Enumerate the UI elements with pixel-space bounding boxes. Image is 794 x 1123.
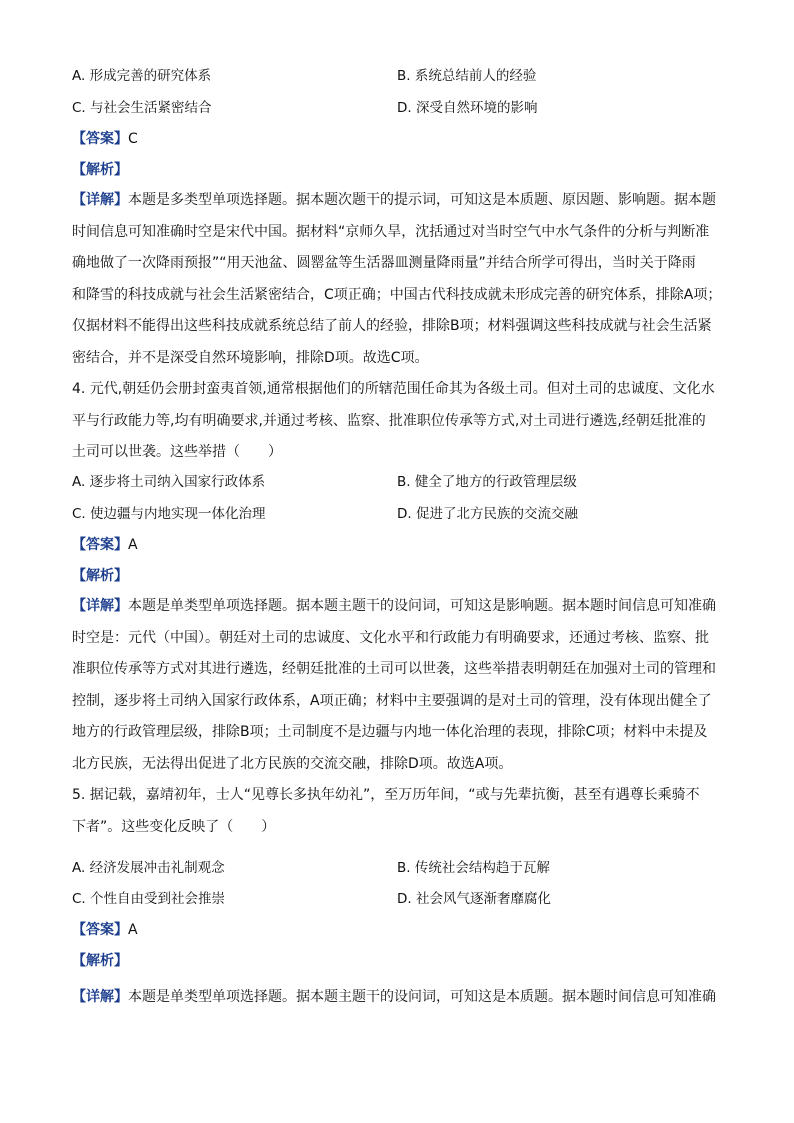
answer-label: 【答案】	[72, 537, 128, 553]
q3-option-b: B. 系统总结前人的经验	[397, 68, 537, 84]
q3-answer	[72, 129, 138, 149]
answer-value: C	[128, 131, 138, 147]
q4-stem	[72, 374, 728, 469]
detail-line: 控制，逐步将土司纳入国家行政体系，A项正确；材料中主要强调的是对土司的管理，没有体现出健全了	[72, 692, 712, 709]
stem-line: 土司可以世袭。这些举措（ ）	[72, 444, 282, 461]
detail-line: 确地做了一次降雨预报”“用天池盆、圆罂盆等生活器皿测量降雨量”并结合所学可得出，当时关于降雨	[72, 255, 696, 272]
q3-option-a: A. 形成完善的研究体系	[72, 68, 212, 84]
analysis-label: 【解析】	[72, 953, 128, 969]
analysis-label: 【解析】	[72, 162, 128, 178]
detail-line: 时间信息可知准确时空是宋代中国。据材料“京师久旱，沈括通过对当时空气中水气条件的分析与判断准	[72, 223, 710, 240]
q5-analysis-heading	[72, 951, 128, 971]
q4-option-d: D. 促进了北方民族的交流交融	[397, 506, 578, 522]
q5-option-d: D. 社会风气逐渐奢靡腐化	[397, 891, 551, 907]
q5-option-c: C. 个性自由受到社会推崇	[72, 891, 226, 907]
detail-line: 和降雪的科技成就与社会生活紧密结合，C项正确；中国古代科技成就未形成完善的研究体系，排除A项；	[72, 286, 722, 303]
answer-value: A	[128, 537, 138, 553]
q5-option-b: B. 传统社会结构趋于瓦解	[397, 860, 550, 876]
q5-stem	[72, 780, 728, 843]
q3-analysis-heading	[72, 160, 128, 180]
answer-label: 【答案】	[72, 922, 128, 938]
detail-line: 地方的行政管理层级，排除B项；土司制度不是边疆与内地一体化治理的表现，排除C项；材料中未提及	[72, 724, 708, 741]
detail-line: 密结合，并不是深受自然环境影响，排除D项。故选C项。	[72, 349, 429, 366]
q5-answer	[72, 920, 138, 940]
detail-label: 【详解】	[72, 989, 128, 1005]
detail-label: 【详解】	[72, 598, 128, 614]
q3-option-c: C. 与社会生活紧密结合	[72, 100, 212, 116]
stem-line: 下者”。这些变化反映了（ ）	[72, 818, 276, 835]
answer-value: A	[128, 922, 138, 938]
detail-line: 【详解】本题是单类型单项选择题。据本题主题干的设问词，可知这是影响题。据本题时间信息可知准确	[72, 598, 716, 614]
detail-line: 时空是：元代（中国）。朝廷对土司的忠诚度、文化水平和行政能力有明确要求，还通过考核、监察、批	[72, 629, 709, 646]
answer-label: 【答案】	[72, 131, 128, 147]
q3-option-d: D. 深受自然环境的影响	[397, 100, 538, 116]
q4-answer	[72, 535, 138, 555]
q4-option-c: C. 使边疆与内地实现一体化治理	[72, 506, 266, 522]
detail-line: 准职位传承等方式对其进行遴选，经朝廷批准的土司可以世袭，这些举措表明朝廷在加强对土司的管理和	[72, 661, 716, 678]
q4-option-a: A. 逐步将土司纳入国家行政体系	[72, 474, 266, 490]
analysis-label: 【解析】	[72, 568, 128, 584]
stem-line: 4. 元代,朝廷仍会册封蛮夷首领,通常根据他们的所辖范围任命其为各级土司。但对土司的忠诚度、文化水	[72, 381, 715, 397]
detail-line: 仅据材料不能得出这些科技成就系统总结了前人的经验，排除B项；材料强调这些科技成就与社会生活紧	[72, 318, 712, 335]
detail-line: 北方民族，无法得出促进了北方民族的交流交融，排除D项。故选A项。	[72, 755, 513, 772]
q4-analysis-heading	[72, 566, 128, 586]
q4-option-b: B. 健全了地方的行政管理层级	[397, 474, 577, 490]
q5-detail	[72, 982, 728, 1014]
detail-line: 【详解】本题是单类型单项选择题。据本题主题干的设问词，可知这是本质题。据本题时间信息可知准确	[72, 989, 716, 1005]
stem-line: 平与行政能力等,均有明确要求,并通过考核、监察、批准职位传承等方式,对土司进行遴选,经朝廷批准的	[72, 412, 706, 429]
q3-detail	[72, 185, 728, 375]
detail-label: 【详解】	[72, 192, 128, 208]
q4-detail	[72, 591, 728, 781]
detail-line: 【详解】本题是多类型单项选择题。据本题次题干的提示词，可知这是本质题、原因题、影响题。据本题	[72, 192, 716, 208]
stem-line: 5. 据记载，嘉靖初年，士人“见尊长多执年幼礼”，至万历年间，“或与先辈抗衡，甚至有遇尊长乘骑不	[72, 787, 700, 803]
q5-option-a: A. 经济发展冲击礼制观念	[72, 860, 225, 876]
